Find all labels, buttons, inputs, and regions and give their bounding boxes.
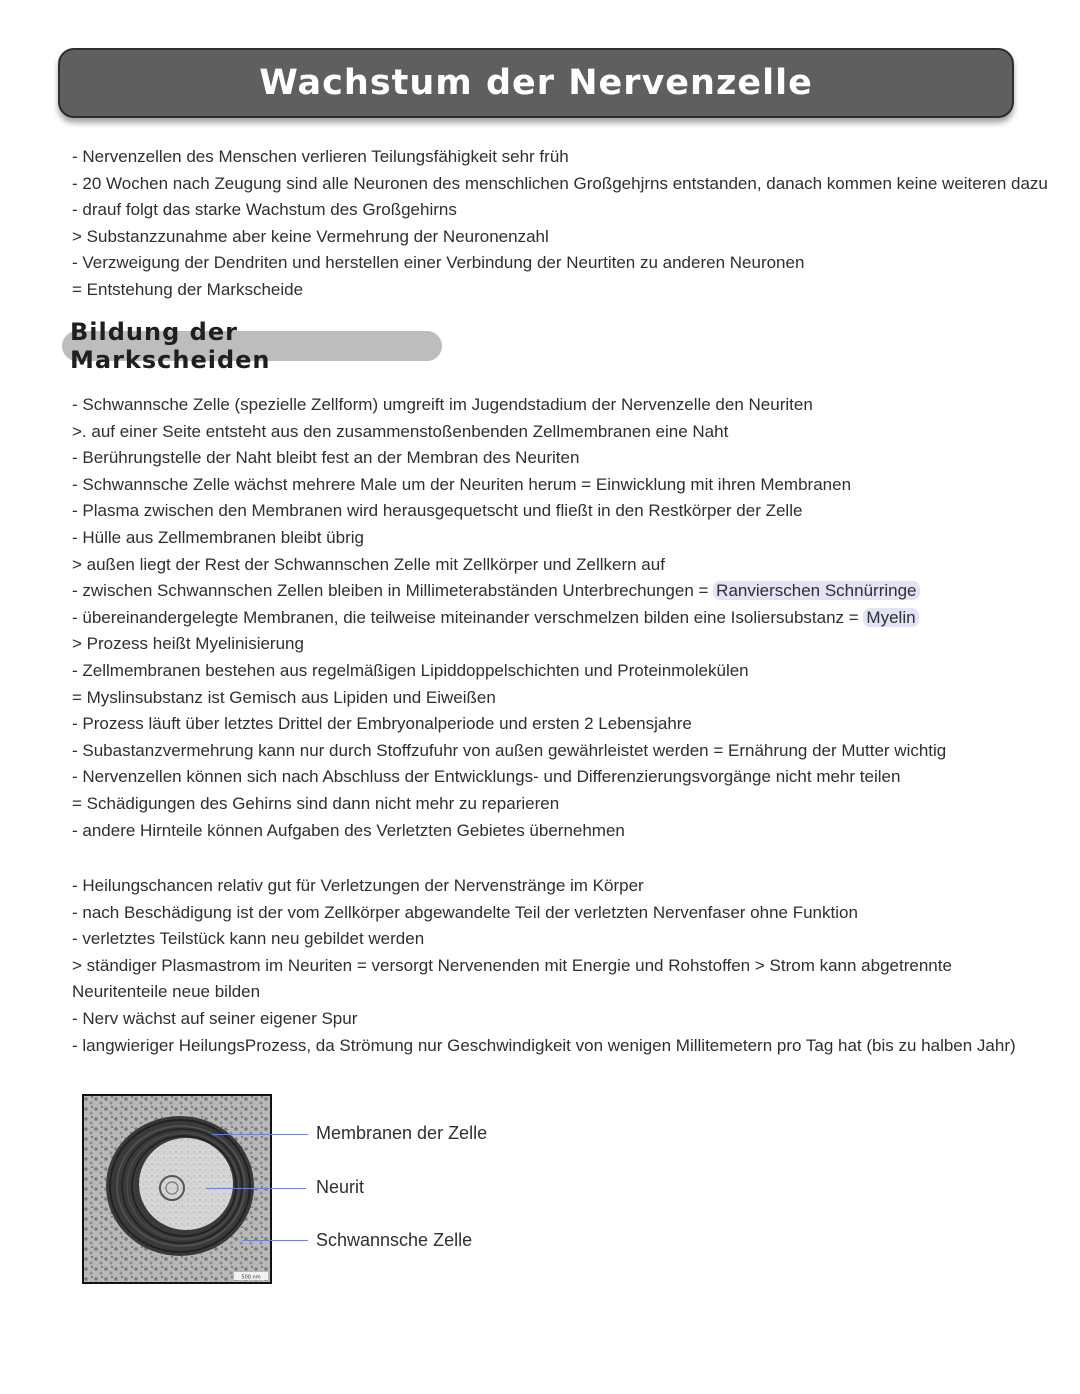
note-line: >. auf einer Seite entsteht aus den zusammenstoßenbenden Zellmembranen eine Naht: [72, 421, 729, 441]
note-line: Neuritenteile neue bilden: [72, 982, 261, 1002]
page-title: Wachstum der Nervenzelle: [259, 63, 813, 103]
note-line: > ständiger Plasmastrom im Neuriten = versorgt Nervenenden mit Energie und Rohstoffen > Strom kann abgetrennte: [72, 955, 952, 975]
note-line: = Entstehung der Markscheide: [72, 279, 304, 299]
figure-label-schwannsche-zelle: Schwannsche Zelle: [316, 1230, 473, 1250]
heilung-notes: [72, 873, 1032, 1059]
note-line: = Schädigungen des Gehirns sind dann nicht mehr zu reparieren: [72, 793, 560, 813]
note-line: - drauf folgt das starke Wachstum des Großgehirns: [72, 200, 457, 220]
note-line: - Heilungschancen relativ gut für Verletzungen der Nervenstränge im Körper: [72, 876, 644, 895]
note-line: - Berührungstelle der Naht bleibt fest an der Membran des Neuriten: [72, 448, 580, 468]
section-heading-markscheiden: [62, 318, 442, 374]
note-line: - Subastanzvermehrung kann nur durch Stoffzufuhr von außen gewährleistet werden = Ernährung der Mutter wichtig: [72, 740, 947, 760]
note-line: - Nerv wächst auf seiner eigener Spur: [72, 1008, 358, 1028]
label-pointer-neurit: [206, 1188, 306, 1189]
markscheiden-notes: [72, 392, 1032, 844]
title-banner: [58, 48, 1014, 118]
note-line: - Hülle aus Zellmembranen bleibt übrig: [72, 527, 364, 547]
note-text: - übereinandergelegte Membranen, die teilweise miteinander verschmelzen bilden eine Isoliersubstanz =: [72, 607, 864, 627]
note-line-ranvier: [72, 578, 1032, 605]
note-line: - Schwannsche Zelle (spezielle Zellform) umgreift im Jugendstadium der Nervenzelle den Neuriten: [72, 395, 813, 414]
note-line: - verletztes Teilstück kann neu gebildet werden: [72, 929, 425, 949]
scale-bar-label: 500 nm: [241, 1274, 261, 1281]
label-pointer-membranen: [212, 1134, 308, 1135]
label-pointer-schwannsche: [242, 1240, 308, 1241]
note-line: - nach Beschädigung ist der vom Zellkörper abgewandelte Teil der verletzten Nervenfaser ohne Funktion: [72, 902, 858, 922]
micrograph-image: [84, 1096, 270, 1282]
figure-label-membranen: Membranen der Zelle: [316, 1123, 488, 1143]
note-line-myelin: [72, 605, 1032, 632]
electron-micrograph: [82, 1094, 272, 1284]
note-line: - 20 Wochen nach Zeugung sind alle Neuronen des menschlichen Großgehjrns entstanden, danach kommen keine weiteren dazu: [72, 173, 1048, 193]
note-line: - andere Hirnteile können Aufgaben des Verletzten Gebietes übernehmen: [72, 820, 625, 840]
note-line: > außen liegt der Rest der Schwannschen Zelle mit Zellkörper und Zellkern auf: [72, 554, 665, 574]
note-line: - Schwannsche Zelle wächst mehrere Male um der Neuriten herum = Einwicklung mit ihren Membranen: [72, 474, 852, 494]
section-heading-text: Bildung der Markscheiden: [70, 318, 271, 374]
note-line: - Nervenzellen des Menschen verlieren Teilungsfähigkeit sehr früh: [72, 147, 569, 166]
intro-notes: [72, 144, 1048, 304]
highlight-ranvier: Ranvierschen Schnürringe: [713, 581, 919, 600]
figure-label-neurit: Neurit: [316, 1177, 365, 1197]
note-line: - Verzweigung der Dendriten und herstellen einer Verbindung der Neurtiten zu anderen Neuronen: [72, 253, 805, 273]
note-line: - Prozess läuft über letztes Drittel der Embryonalperiode und ersten 2 Lebensjahre: [72, 714, 692, 734]
note-line: > Prozess heißt Myelinisierung: [72, 634, 304, 654]
note-text: - zwischen Schwannschen Zellen bleiben in Millimeterabständen Unterbrechungen =: [72, 581, 714, 601]
note-line: = Myslinsubstanz ist Gemisch aus Lipiden und Eiweißen: [72, 687, 496, 707]
highlight-myelin: Myelin: [863, 608, 918, 627]
note-line: > Substanzzunahme aber keine Vermehrung der Neuronenzahl: [72, 226, 549, 246]
note-line: - Nervenzellen können sich nach Abschluss der Entwicklungs- und Differenzierungsvorgänge nicht mehr teilen: [72, 767, 901, 787]
note-line: - Zellmembranen bestehen aus regelmäßigen Lipiddoppelschichten und Proteinmolekülen: [72, 660, 749, 680]
note-line: - langwieriger HeilungsProzess, da Strömung nur Geschwindigkeit von wenigen Millitemetern pro Tag hat (bis zu halben Jahr): [72, 1035, 1016, 1055]
note-line: - Plasma zwischen den Membranen wird herausgequetscht und fließt in den Restkörper der Zelle: [72, 501, 803, 521]
